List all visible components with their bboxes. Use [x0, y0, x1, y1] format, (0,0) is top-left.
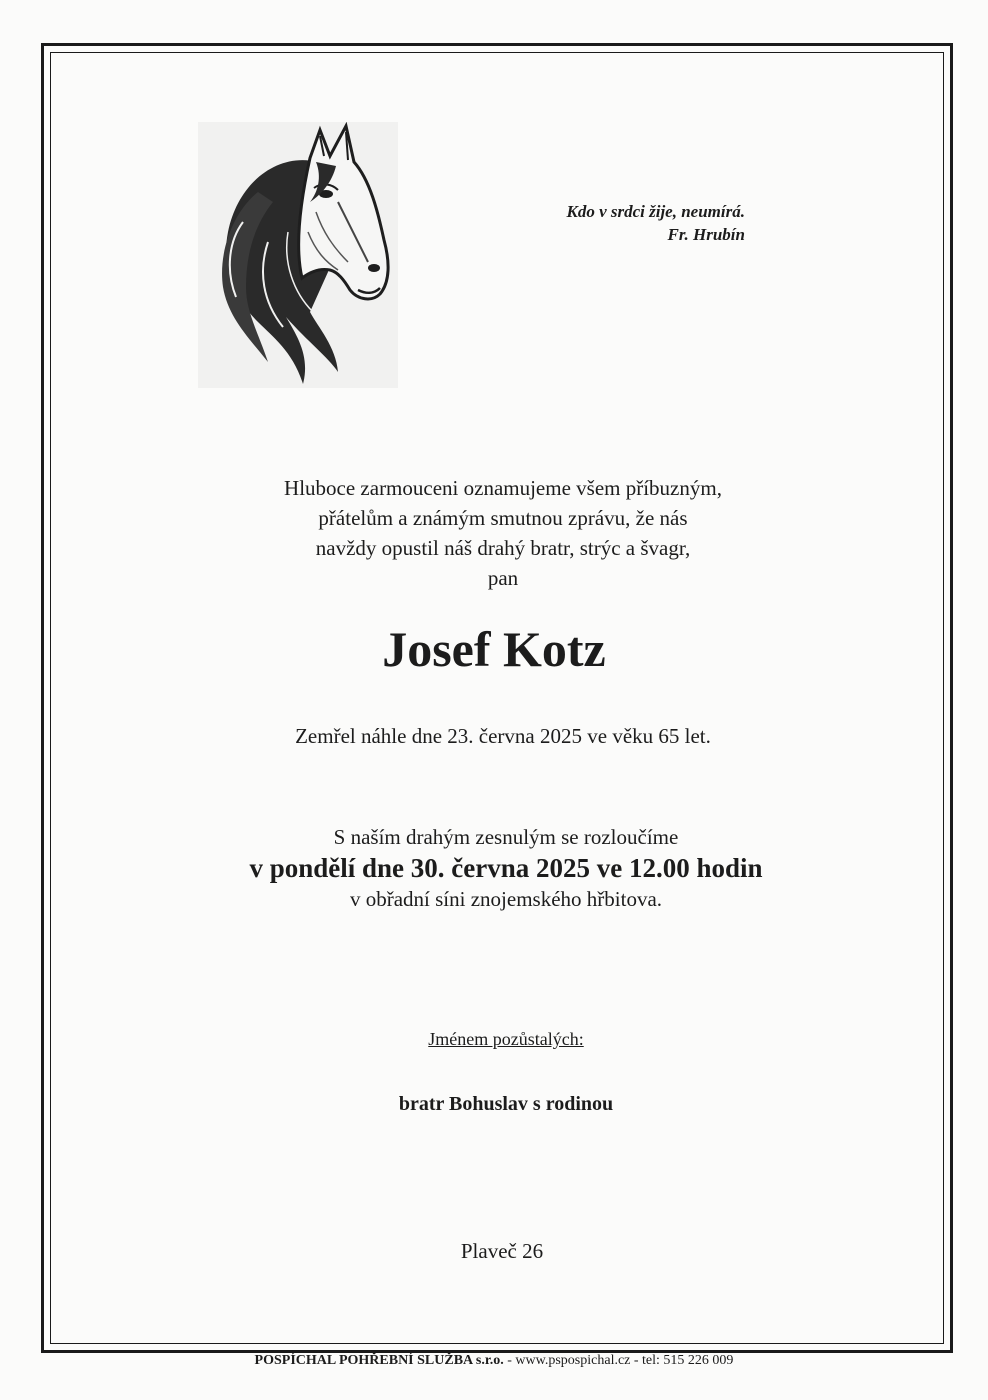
- quote-block: [470, 200, 745, 246]
- announcement-line: přátelům a známým smutnou zprávu, že nás: [318, 506, 688, 530]
- farewell-block: [200, 822, 812, 914]
- announcement-line: navždy opustil náš drahý bratr, strýc a švagr,: [315, 536, 691, 560]
- mourners-heading: Jménem pozůstalých:: [428, 1029, 584, 1049]
- footer-company: POSPÍCHAL POHŘEBNÍ SLUŽBA s.r.o.: [254, 1353, 504, 1368]
- quote-author: Fr. Hrubín: [667, 225, 745, 244]
- announcement: [200, 473, 806, 593]
- address: Plaveč 26: [460, 1239, 544, 1263]
- footer: [0, 1352, 988, 1370]
- horse-head-icon: [198, 122, 398, 388]
- farewell-date-time: v pondělí dne 30. června 2025 ve 12.00 hodin: [249, 853, 763, 883]
- announcement-line: pan: [487, 566, 519, 590]
- announcement-line: Hluboce zarmouceni oznamujeme všem příbuzným,: [284, 476, 722, 500]
- deceased-name: Josef Kotz: [382, 621, 606, 677]
- mourners-names: bratr Bohuslav s rodinou: [398, 1093, 614, 1115]
- farewell-intro: S naším drahým zesnulým se rozloučíme: [333, 825, 679, 849]
- quote-text: Kdo v srdci žije, neumírá.: [566, 202, 745, 221]
- farewell-location: v obřadní síni znojemského hřbitova.: [349, 887, 663, 911]
- footer-contact: - www.pspospichal.cz - tel: 515 226 009: [507, 1353, 734, 1368]
- death-notice: Zemřel náhle dne 23. června 2025 ve věku 65 let.: [295, 724, 711, 748]
